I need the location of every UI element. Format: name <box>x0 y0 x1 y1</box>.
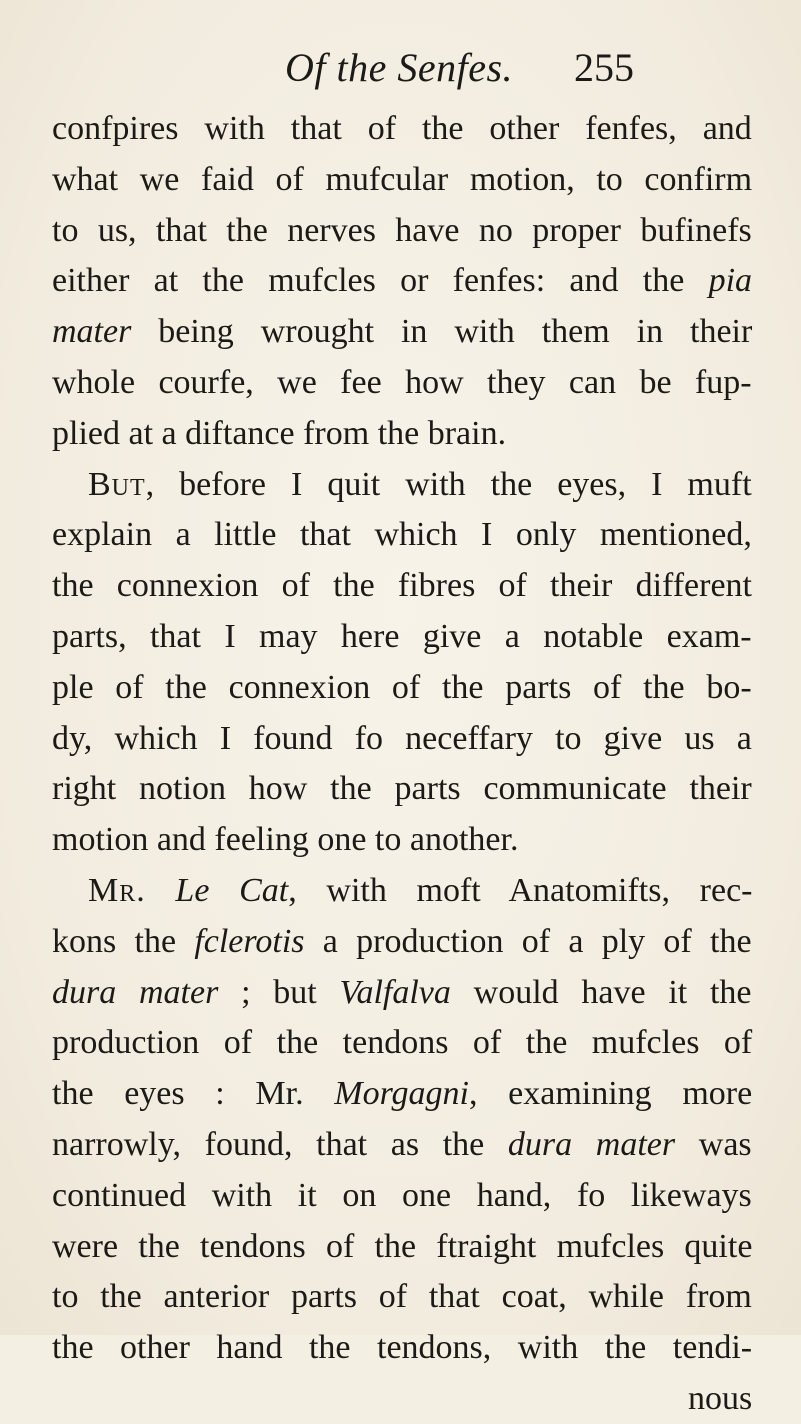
text-run: , with moft Anatomifts, rec- <box>288 872 753 909</box>
text-line <box>52 663 752 713</box>
italic-text: Le Cat <box>175 872 289 909</box>
text-run: , before I quit with the eyes, I muft <box>145 465 752 503</box>
text-run: a production of a ply of the <box>304 922 752 960</box>
text-run: narrowly, found, that as the <box>52 1126 508 1163</box>
text-run: explain a little that which I only mentioned, <box>52 516 752 554</box>
text-run: dy, which I found fo neceffary to give us a <box>52 719 752 757</box>
text-run: to the anterior parts of that coat, while from <box>52 1278 752 1316</box>
text-line <box>52 1323 752 1373</box>
text-run <box>146 872 176 909</box>
text-line <box>52 714 752 764</box>
text-line <box>52 1120 752 1170</box>
text-run: to us, that the nerves have no proper bufinefs <box>52 211 752 249</box>
text-run: either at the mufcles or fenfes: and the <box>52 262 709 300</box>
text-run: was <box>675 1126 752 1163</box>
text-line <box>52 256 752 306</box>
italic-text: mater <box>52 313 132 351</box>
text-line <box>52 917 752 967</box>
text-line <box>52 764 752 814</box>
text-run: parts, that I may here give a notable exam- <box>52 618 752 655</box>
text-run: plied at a diftance from the brain. <box>52 414 507 452</box>
text-run: ; but <box>218 973 340 1011</box>
italic-text: pia <box>708 262 753 300</box>
text-line <box>52 1018 752 1068</box>
smallcaps-text: But <box>88 465 146 503</box>
text-run: continued with it on one hand, fo likeways <box>52 1176 752 1214</box>
text-line <box>52 358 752 408</box>
smallcaps-text: Mr. <box>88 872 146 909</box>
text-run: what we faid of mufcular motion, to confirm <box>52 160 753 198</box>
text-line <box>52 1171 752 1221</box>
italic-text: dura mater <box>507 1126 676 1163</box>
page-header <box>0 40 801 104</box>
catchword: nous <box>688 1380 753 1417</box>
text-run: being wrought in with them in their <box>131 313 753 351</box>
italic-text: Valfalva <box>339 973 451 1011</box>
text-run: the other hand the tendons, with the tendi- <box>52 1329 753 1367</box>
text-line <box>52 561 752 611</box>
text-run: the eyes : Mr. <box>52 1075 335 1113</box>
text-line <box>52 307 752 357</box>
text-line <box>52 1272 752 1322</box>
text-line <box>88 460 752 510</box>
text-run: motion and feeling one to another. <box>52 821 519 859</box>
text-line <box>52 1069 752 1119</box>
text-line <box>52 1222 752 1272</box>
text-line <box>52 968 752 1018</box>
text-run: confpires with that of the other fenfes, and <box>52 110 752 147</box>
italic-text: fclerotis <box>194 922 305 960</box>
text-line <box>52 206 752 256</box>
text-line <box>88 866 752 916</box>
text-run: kons the <box>52 922 195 960</box>
text-run: production of the tendons of the mufcles of <box>52 1024 753 1062</box>
text-line <box>52 612 752 662</box>
text-run: , examining more <box>469 1075 753 1113</box>
page-number: 255 <box>574 45 634 90</box>
text-line <box>52 409 506 459</box>
italic-text: Morgagni <box>334 1075 469 1113</box>
text-line <box>52 815 518 865</box>
text-run: the connexion of the fibres of their different <box>52 567 752 605</box>
italic-text: dura mater <box>52 973 219 1011</box>
running-title: Of the Senfes. <box>285 45 514 90</box>
text-run: whole courfe, we fee how they can be fup- <box>52 364 752 401</box>
text-run: ple of the connexion of the parts of the bo- <box>52 668 752 706</box>
text-line <box>52 104 752 154</box>
text-run: would have it the <box>450 973 752 1011</box>
text-run: right notion how the parts communicate their <box>52 770 752 808</box>
text-line <box>52 155 752 205</box>
text-line <box>52 510 752 560</box>
text-run: were the tendons of the ftraight mufcles quite <box>52 1227 753 1265</box>
